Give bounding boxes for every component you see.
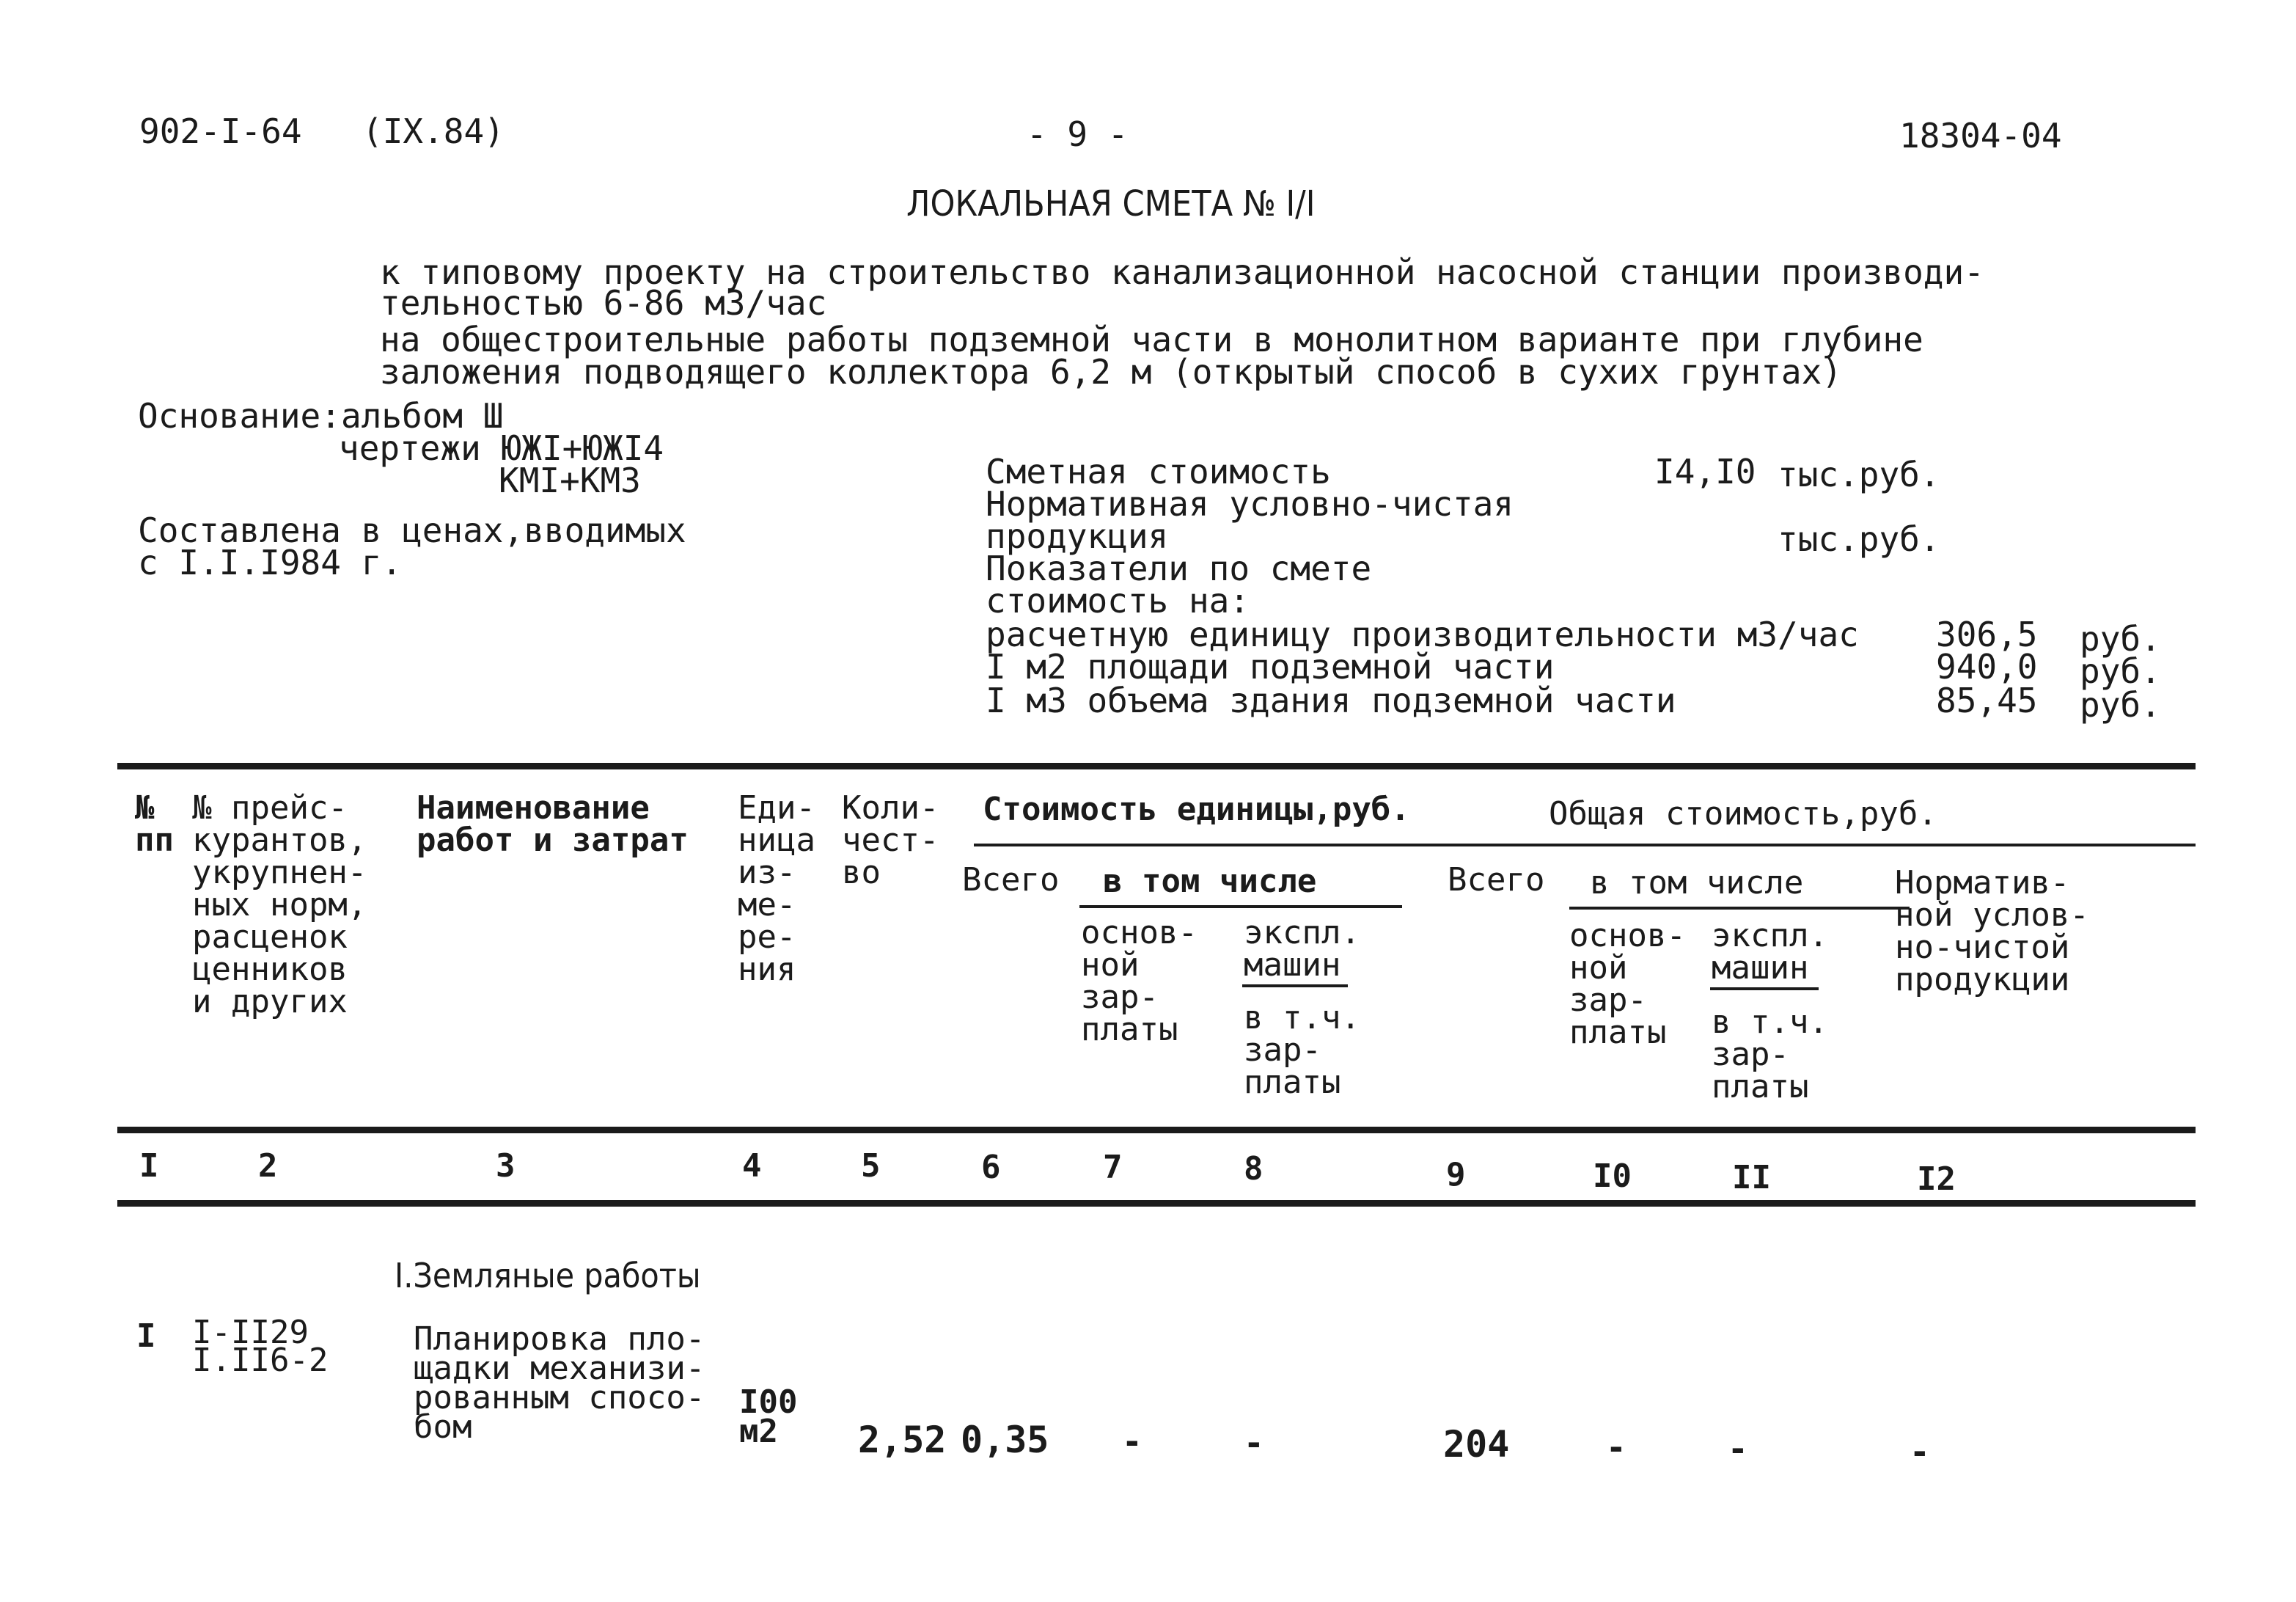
indicator-row-unit: руб. [2080,685,2161,725]
total-cost-group-header: Общая стоимость,руб. [1549,795,1937,833]
row-unit-machines: - [1244,1423,1264,1463]
col-header-name: Наименование работ и затрат [417,789,689,859]
estimated-cost-value: I4,I0 [1654,452,1756,491]
indicator-row-label: расчетную единицу производительности м3/час [986,615,1859,654]
row-unit-total: 0,35 [961,1419,1049,1461]
indicator-row-unit: руб. [2080,651,2161,691]
compiled-line-2: с I.I.I984 г. [138,543,403,582]
grand-machines-header: экспл. машин [1712,917,1828,987]
compiled-line-1: Составлена в ценах,вводимых [138,511,686,550]
column-number: 8 [1244,1150,1263,1188]
drawings-2: КМI+КМЗ [499,461,641,500]
col-header-num: № пп [135,789,174,859]
subtitle-line-3: на общестроительные работы подземной части в монолитном варианте при глубине [380,320,1923,359]
subtitle-line-1: к типовому проекту на строительство канализационной насосной станции производи- [380,252,1984,292]
drawings-label: чертежи ЮЖI+ЮЖI4 [339,428,664,468]
row-normative: - [1910,1432,1930,1471]
grand-incl-rule [1569,907,1910,910]
grand-machines-rule [1710,987,1819,990]
inventory-number: 18304-04 [1899,116,2062,156]
column-number: 9 [1446,1156,1466,1193]
indicators-line-1: Показатели по смете [986,549,1372,588]
subtitle-line-2: тельностью 6-86 м3/час [380,283,827,323]
row-name: Планировка пло- щадки механизи- рованным спосо- бом [414,1320,705,1446]
row-number: I [136,1317,156,1355]
grand-total-header: Всего [1448,861,1545,899]
doc-date: (IX.84) [362,111,505,151]
row-grand-basic-wage: - [1606,1427,1626,1467]
grand-incl-header: в том числе [1590,864,1804,901]
row-qty: 2,52 [858,1419,947,1461]
document-title: ЛОКАЛЬНАЯ СМЕТА № I/I [906,183,1316,224]
col-header-qty: Коли- чест- во [842,789,939,891]
normative-header: Норматив- ной услов- но-чистой продукции [1895,864,2089,998]
unit-machines-rule [1242,984,1348,987]
unit-total-header: Всего [962,861,1060,899]
column-number: 3 [496,1147,516,1185]
normative-unit: тыс.руб. [1778,519,1940,559]
column-number: 6 [981,1149,1001,1186]
row-unit: I00 м2 [739,1383,798,1450]
estimated-cost-label: Сметная стоимость [986,452,1331,491]
column-number: 2 [258,1147,278,1185]
column-number: I0 [1593,1157,1632,1195]
unit-machines-header: экспл. машин [1244,914,1360,984]
indicator-row-unit: руб. [2080,619,2161,659]
unit-incl-header: в том числе [1103,863,1317,900]
indicator-row-value: 85,45 [1936,681,2038,720]
row-unit-basic-wage: - [1122,1422,1143,1461]
column-number: 7 [1103,1149,1123,1186]
unit-cost-group-header: Стоимость единицы,руб. [983,791,1410,828]
column-number: I2 [1917,1160,1956,1198]
normative-label-1: Нормативная условно-чистая [986,484,1514,524]
row-code: I-II29 I.II6-2 [192,1314,329,1379]
column-number: 4 [742,1147,762,1185]
column-number: I [139,1147,159,1185]
indicator-row-value: 940,0 [1936,647,2038,687]
subtitle-line-4: заложения подводящего коллектора 6,2 м (открытый способ в сухих грунтах) [380,352,1842,392]
table-top-rule [117,763,2196,769]
column-numbers-top-rule [117,1127,2196,1133]
column-numbers-bottom-rule [117,1200,2196,1207]
grand-basic-wage-header: основ- ной зар- платы [1569,917,1686,1051]
column-number: 5 [861,1147,881,1185]
basis-label: Основание:альбом Ш [138,396,504,436]
row-grand-machines: - [1728,1429,1748,1468]
col-header-unit: Еди- ница из- ме- ре- ния [738,789,815,988]
col-header-code: № прейс- курантов, укрупнен- ных норм, расценок ценников и других [192,789,367,1020]
column-number: II [1732,1159,1771,1196]
unit-incl-wage-header: в т.ч. зар- платы [1244,999,1360,1101]
page-number: - 9 - [1027,114,1129,154]
section-title: I.Земляные работы [395,1256,701,1295]
indicator-row-value: 306,5 [1936,615,2038,654]
grand-incl-wage-header: в т.ч. зар- платы [1712,1003,1828,1105]
indicator-row-label: I м2 площади подземной части [986,647,1555,687]
doc-code: 902-I-64 [139,111,302,151]
unit-basic-wage-header: основ- ной зар- платы [1081,914,1197,1048]
normative-label-2: продукция [986,516,1169,556]
row-grand-total: 204 [1443,1423,1510,1466]
group-header-rule [974,844,2196,846]
indicators-line-2: стоимость на: [986,581,1250,621]
unit-incl-rule [1079,905,1402,908]
estimated-cost-unit: тыс.руб. [1778,455,1940,494]
indicator-row-label: I м3 объема здания подземной части [986,681,1676,720]
